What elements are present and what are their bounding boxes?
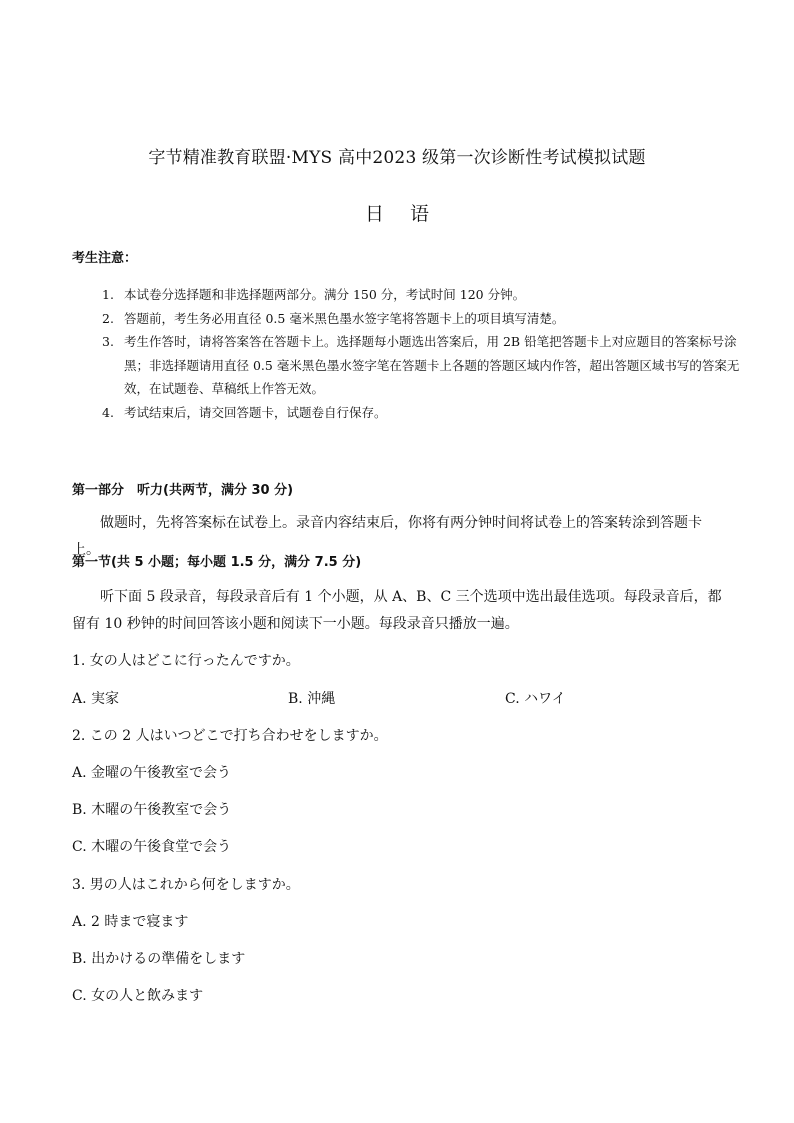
subject-title: 日语 <box>364 203 455 225</box>
notice-text: 答题前，考生务必用直径 0.5 毫米黑色墨水签字笔将答题卡上的项目填写清楚。 <box>124 310 565 326</box>
notice-number: 3. <box>102 334 114 349</box>
part1-instruction: 做题时，先将答案标在试卷上。录音内容结束后，你将有两分钟时间将试卷上的答案转涂到答题卡上。 <box>72 515 702 558</box>
notice-number: 1. <box>102 287 114 302</box>
notice-number: 2. <box>102 310 114 326</box>
notice-number: 4. <box>102 404 114 420</box>
notice-list <box>102 283 742 424</box>
question-3-stem: 3. 男の人はこれから何をしますか。 <box>72 877 300 893</box>
part1-heading: 第一部分 听力(共两节，满分 30 分) <box>72 483 294 498</box>
question-1-option-c: C. ハワイ <box>505 691 566 707</box>
section1-instruction: 听下面 5 段录音，每段录音后有 1 个小题，从 A、B、C 三个选项中选出最佳选项。每段录音后，都留有 10 秒钟的时间回答该小题和阅读下一小题。每段录音只播放一遍。 <box>72 589 722 632</box>
notice-text: 考试结束后，请交回答题卡，试题卷自行保存。 <box>124 404 387 420</box>
notice-item <box>102 401 742 425</box>
question-3-option-c: C. 女の人と飲みます <box>72 988 204 1004</box>
notice-item <box>102 330 742 401</box>
notice-item <box>102 307 742 331</box>
question-2-stem: 2. この 2 人はいつどこで打ち合わせをしますか。 <box>72 728 388 744</box>
question-3-option-a: A. 2 時まで寝ます <box>72 914 189 930</box>
notice-item <box>102 283 742 307</box>
question-1-stem: 1. 女の人はどこに行ったんですか。 <box>72 653 300 669</box>
question-1-option-a: A. 実家 <box>72 691 120 707</box>
question-2-option-b: B. 木曜の午後教室で会う <box>72 802 232 818</box>
question-1-option-b: B. 沖縄 <box>288 691 336 707</box>
question-3-option-b: B. 出かけるの準備をします <box>72 951 246 967</box>
notice-heading: 考生注意： <box>72 251 138 266</box>
question-2-option-c: C. 木曜の午後食堂で会う <box>72 839 232 855</box>
question-2-option-a: A. 金曜の午後教室で会う <box>72 765 232 781</box>
exam-title: 字节精准教育联盟·MYS 高中2023 级第一次诊断性考试模拟试题 <box>148 148 646 168</box>
notice-text: 考生作答时，请将答案答在答题卡上。选择题每小题选出答案后，用 2B 铅笔把答题卡上对应题目的答案标号涂黑；非选择题请用直径 0.5 毫米黑色墨水签字笔在答题卡上各题的答题区域内作答，超出答题区域书写的答案无效，在试题卷、草稿纸上作答无效。 <box>124 334 740 396</box>
notice-text: 本试卷分选择题和非选择题两部分。满分 150 分，考试时间 120 分钟。 <box>124 287 526 302</box>
section1-heading: 第一节(共 5 小题；每小题 1.5 分，满分 7.5 分) <box>72 555 362 570</box>
